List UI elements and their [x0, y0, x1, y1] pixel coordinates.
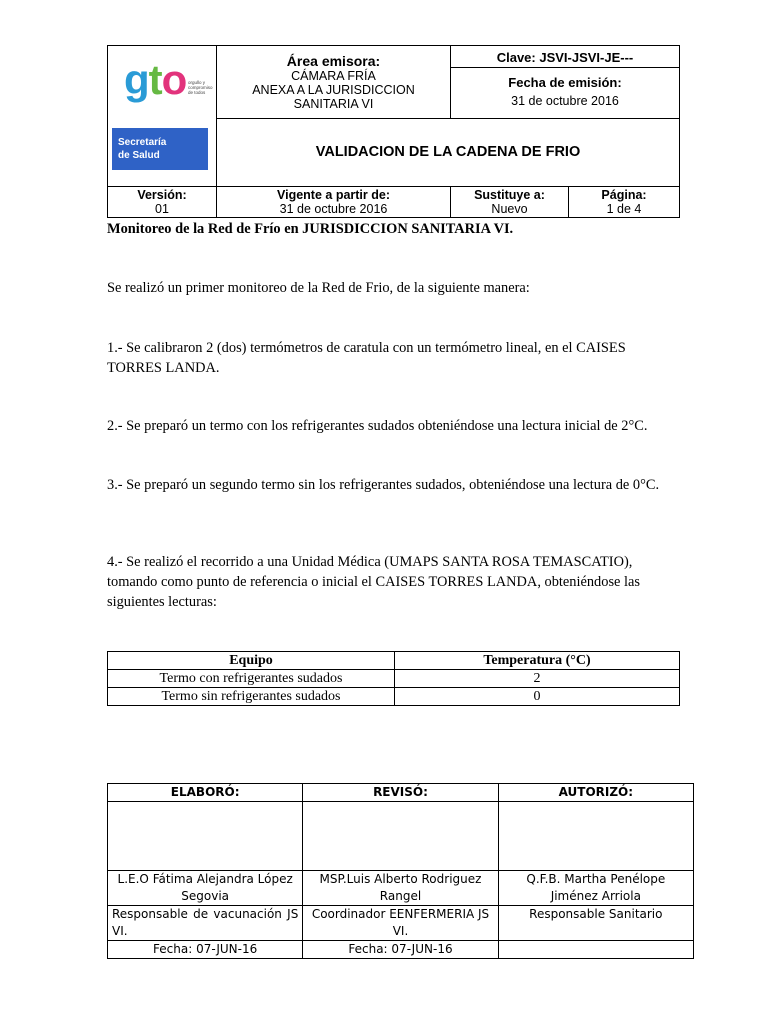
equipo-cell: Termo con refrigerantes sudados [108, 670, 395, 688]
reviso-name: MSP.Luis Alberto Rodriguez Rangel [303, 871, 498, 906]
elaboro-date: Fecha: 07-JUN-16 [108, 941, 303, 959]
signature-table [107, 783, 694, 959]
table-header-row [108, 652, 680, 670]
area-emisora-label: Área emisora: [286, 52, 381, 69]
version-cell: Versión: 01 [108, 187, 217, 218]
temp-cell: 2 [395, 670, 680, 688]
document-header [107, 45, 680, 218]
autorizo-role: Responsable Sanitario [498, 906, 693, 941]
step-1-paragraph: 1.- Se calibraron 2 (dos) termómetros de caratula con un termómetro lineal, en el CAISES TORRES LANDA. [107, 340, 626, 376]
elaboro-label: ELABORÓ: [108, 784, 303, 802]
signature-header-row [108, 784, 694, 802]
elaboro-name: L.E.O Fátima Alejandra López Segovia [108, 871, 303, 906]
signature-space-row [108, 802, 694, 871]
intro-paragraph: Se realizó un primer monitoreo de la Red de Frio, de la siguiente manera: [107, 280, 530, 296]
signature-role-row [108, 906, 694, 941]
logo-tagline: orgullo y compromiso de todos [188, 80, 213, 95]
sustituye-cell: Sustituye a: Nuevo [451, 187, 569, 218]
autorizo-label: AUTORIZÓ: [498, 784, 693, 802]
col-temperatura-header: Temperatura (°C) [395, 652, 680, 670]
fecha-emision-value: 31 de octubre 2016 [511, 94, 619, 109]
logo-cell [108, 46, 217, 187]
table-row [108, 688, 680, 706]
signature-name-row [108, 871, 694, 906]
autorizo-date [498, 941, 693, 959]
step-3-paragraph: 3.- Se preparó un segundo termo sin los refrigerantes sudados, obteniéndose una lectura de 0°C. [107, 477, 660, 493]
secretaria-salud-badge: Secretaría de Salud [112, 128, 208, 170]
area-line2: ANEXA A LA JURISDICCION [252, 82, 415, 97]
area-emisora-cell [217, 46, 451, 119]
autorizo-name: Q.F.B. Martha Penélope Jiménez Arriola [498, 871, 693, 906]
clave-fecha-cell [451, 46, 680, 119]
gto-wordmark: gto [124, 56, 187, 103]
reviso-role: Coordinador EENFERMERIA JS VI. [303, 906, 498, 941]
col-equipo-header: Equipo [108, 652, 395, 670]
temp-cell: 0 [395, 688, 680, 706]
vigente-cell: Vigente a partir de: 31 de octubre 2016 [217, 187, 451, 218]
reviso-signature-area [303, 802, 498, 871]
reviso-label: REVISÓ: [303, 784, 498, 802]
step-2-paragraph: 2.- Se preparó un termo con los refrigerantes sudados obteniéndose una lectura inicial de 2°C. [107, 418, 648, 434]
document-title: VALIDACION DE LA CADENA DE FRIO [217, 118, 680, 187]
section-heading: Monitoreo de la Red de Frío en JURISDICCION SANITARIA VI. [107, 221, 514, 237]
reviso-date: Fecha: 07-JUN-16 [303, 941, 498, 959]
elaboro-signature-area [108, 802, 303, 871]
readings-table [107, 651, 680, 706]
elaboro-role: Responsable de vacunación JS VI. [108, 906, 303, 941]
autorizo-signature-area [498, 802, 693, 871]
area-line3: SANITARIA VI [293, 96, 374, 111]
step-4-paragraph: 4.- Se realizó el recorrido a una Unidad Médica (UMAPS SANTA ROSA TEMASCATIO), tomando como punto de referencia o inicial el CAISES TORRES LANDA, obteniéndose las siguientes lecturas: [107, 554, 641, 610]
fecha-emision-label: Fecha de emisión: [508, 75, 622, 91]
equipo-cell: Termo sin refrigerantes sudados [108, 688, 395, 706]
gto-logo [108, 46, 216, 186]
signature-date-row [108, 941, 694, 959]
pagina-cell: Página: 1 de 4 [569, 187, 680, 218]
table-row [108, 670, 680, 688]
clave-code: Clave: JSVI-JSVI-JE--- [451, 49, 679, 68]
area-line1: CÁMARA FRÍA [291, 68, 376, 83]
